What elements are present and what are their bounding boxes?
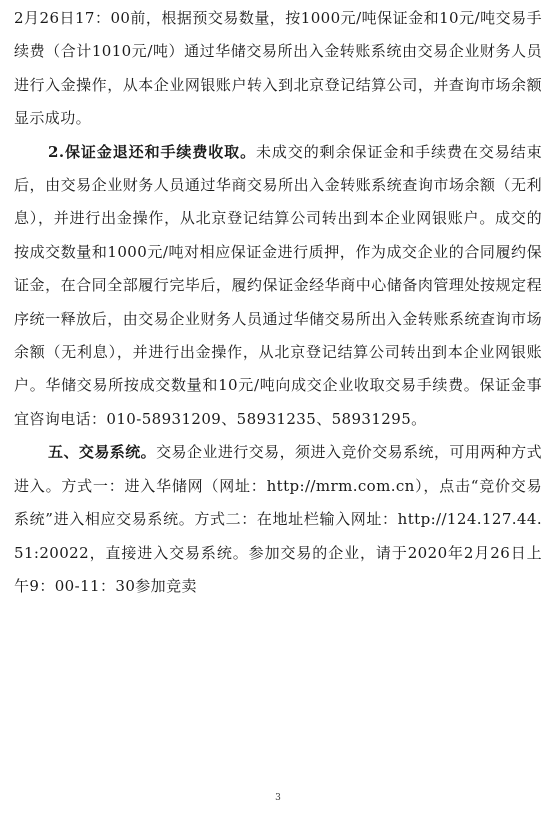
paragraph-text: 2月26日17：00前，根据预交易数量，按1000元/吨保证金和10元/吨交易手续费（合计1010元/吨）通过华储交易所出入金转账系统由交易企业财务人员进行入金操作，从本企业网银账户转入到北京登记结算公司，并查询市场余额显示成功。 (14, 9, 542, 128)
paragraph-deposit-refund (14, 136, 542, 437)
page-number: 3 (275, 793, 281, 803)
paragraph-trading-system (14, 436, 542, 603)
paragraph-text: 未成交的剩余保证金和手续费在交易结束后，由交易企业财务人员通过华商交易所出入金转账系统查询市场余额（无利息），并进行出金操作，从北京登记结算公司转出到本企业网银账户。成交的按成交数量和1000元/吨对相应保证金进行质押，作为成交企业的合同履约保证金，在合同全部履行完毕后，履约保证金经华商中心储备肉管理处按规定程序统一释放后，由交易企业财务人员通过华储交易所出入金转账系统查询市场余额（无利息），并进行出金操作，从北京登记结算公司转出到本企业网银账户。华储交易所按成交数量和10元/吨向成交企业收取交易手续费。保证金事宜咨询电话：010-58931209、58931235、58931295。 (14, 142, 543, 428)
paragraph-text: 交易企业进行交易，须进入竞价交易系统，可用两种方式进入。方式一：进入华储网（网址：http://mrm.com.cn），点击“竞价交易系统”进入相应交易系统。方式二：在地址栏输入网址：http://124.127.44.51:20022，直接进入交易系统。参加交易的企业，请于2020年2月26日上午9：00-11：30参加竞卖 (14, 443, 542, 595)
section-heading: 2.保证金退还和手续费收取。 (48, 142, 256, 161)
paragraph-deposit-deadline (14, 2, 542, 136)
section-heading: 五、交易系统。 (48, 443, 157, 462)
